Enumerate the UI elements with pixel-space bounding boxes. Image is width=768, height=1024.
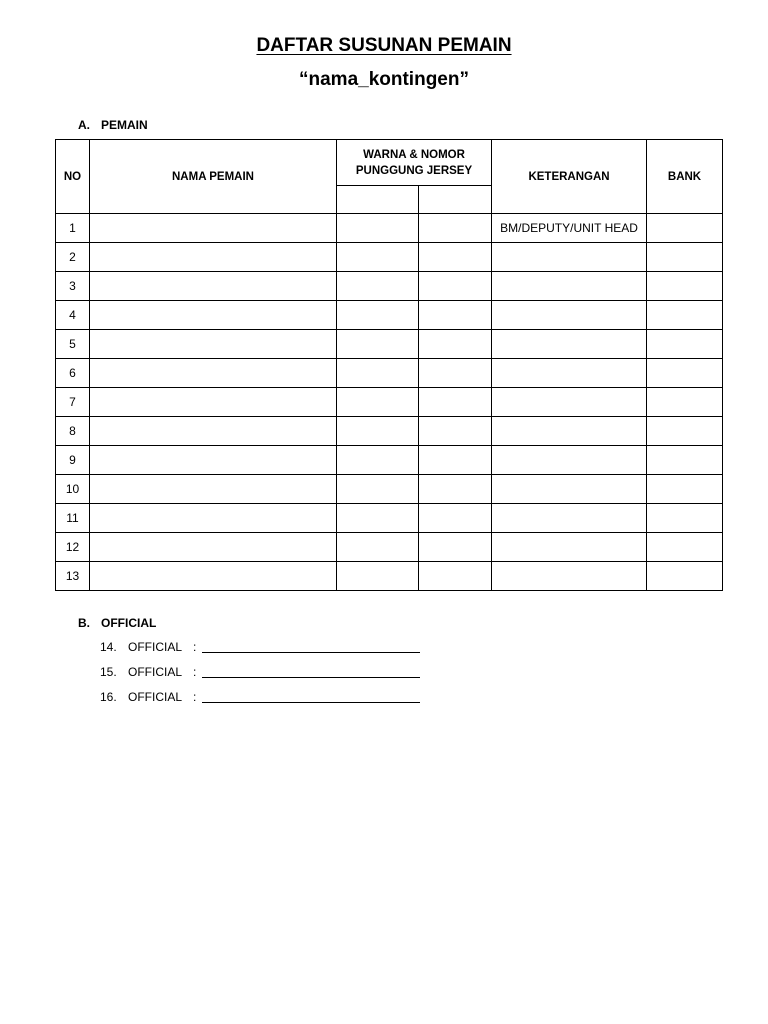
keterangan-cell bbox=[492, 243, 647, 272]
table-row bbox=[56, 475, 723, 504]
keterangan-cell bbox=[492, 446, 647, 475]
keterangan-cell bbox=[492, 272, 647, 301]
bank-cell bbox=[647, 388, 723, 417]
jersey-color-cell bbox=[337, 243, 419, 272]
player-name-cell bbox=[90, 330, 337, 359]
row-number: 13 bbox=[56, 562, 90, 591]
player-name-cell bbox=[90, 272, 337, 301]
keterangan-cell bbox=[492, 388, 647, 417]
row-number: 5 bbox=[56, 330, 90, 359]
jersey-color-cell bbox=[337, 533, 419, 562]
section-a-title: PEMAIN bbox=[101, 118, 148, 132]
player-name-cell bbox=[90, 533, 337, 562]
document-title: DAFTAR SUSUNAN PEMAIN bbox=[256, 35, 512, 56]
jersey-number-cell bbox=[419, 562, 492, 591]
keterangan-cell bbox=[492, 301, 647, 330]
bank-cell bbox=[647, 417, 723, 446]
section-b-letter: B. bbox=[78, 616, 90, 630]
jersey-color-cell bbox=[337, 214, 419, 243]
keterangan-cell bbox=[492, 475, 647, 504]
jersey-number-cell bbox=[419, 533, 492, 562]
player-name-cell bbox=[90, 359, 337, 388]
row-number: 3 bbox=[56, 272, 90, 301]
header-warna-nomor: WARNA & NOMOR PUNGGUNG JERSEY bbox=[337, 140, 492, 186]
table-row bbox=[56, 446, 723, 475]
jersey-color-cell bbox=[337, 504, 419, 533]
header-nama-pemain: NAMA PEMAIN bbox=[90, 140, 337, 214]
official-entry bbox=[100, 640, 440, 665]
table-row bbox=[56, 359, 723, 388]
keterangan-cell bbox=[492, 533, 647, 562]
keterangan-cell bbox=[492, 417, 647, 446]
bank-cell bbox=[647, 562, 723, 591]
jersey-number-cell bbox=[419, 417, 492, 446]
jersey-color-cell bbox=[337, 417, 419, 446]
table-row bbox=[56, 301, 723, 330]
row-number: 9 bbox=[56, 446, 90, 475]
official-entry bbox=[100, 690, 440, 715]
row-number: 10 bbox=[56, 475, 90, 504]
player-name-cell bbox=[90, 301, 337, 330]
official-list bbox=[100, 640, 440, 715]
player-roster-table bbox=[55, 139, 723, 591]
official-number: 16. bbox=[100, 690, 117, 704]
jersey-color-cell bbox=[337, 272, 419, 301]
player-name-cell bbox=[90, 417, 337, 446]
official-separator: : bbox=[193, 690, 197, 704]
official-fill-line bbox=[202, 677, 420, 678]
subheader-warna-cell bbox=[337, 186, 419, 214]
bank-cell bbox=[647, 359, 723, 388]
table-row bbox=[56, 533, 723, 562]
table-row bbox=[56, 417, 723, 446]
official-entry bbox=[100, 665, 440, 690]
table-row bbox=[56, 330, 723, 359]
jersey-color-cell bbox=[337, 359, 419, 388]
jersey-number-cell bbox=[419, 504, 492, 533]
keterangan-cell bbox=[492, 504, 647, 533]
jersey-number-cell bbox=[419, 214, 492, 243]
subheader-nomor-cell bbox=[419, 186, 492, 214]
header-keterangan: KETERANGAN bbox=[492, 140, 647, 214]
player-name-cell bbox=[90, 243, 337, 272]
keterangan-cell bbox=[492, 330, 647, 359]
player-name-cell bbox=[90, 446, 337, 475]
table-row bbox=[56, 243, 723, 272]
table-row bbox=[56, 562, 723, 591]
bank-cell bbox=[647, 446, 723, 475]
jersey-number-cell bbox=[419, 446, 492, 475]
table-row bbox=[56, 504, 723, 533]
header-no: NO bbox=[56, 140, 90, 214]
jersey-number-cell bbox=[419, 388, 492, 417]
jersey-number-cell bbox=[419, 475, 492, 504]
keterangan-cell: BM/DEPUTY/UNIT HEAD bbox=[492, 214, 647, 243]
official-number: 14. bbox=[100, 640, 117, 654]
player-name-cell bbox=[90, 562, 337, 591]
jersey-number-cell bbox=[419, 330, 492, 359]
bank-cell bbox=[647, 475, 723, 504]
official-separator: : bbox=[193, 665, 197, 679]
official-separator: : bbox=[193, 640, 197, 654]
row-number: 4 bbox=[56, 301, 90, 330]
section-b-title: OFFICIAL bbox=[101, 616, 157, 630]
bank-cell bbox=[647, 330, 723, 359]
section-a-letter: A. bbox=[78, 118, 90, 132]
bank-cell bbox=[647, 301, 723, 330]
official-fill-line bbox=[202, 652, 420, 653]
table-row bbox=[56, 214, 723, 243]
table-row bbox=[56, 272, 723, 301]
table-row bbox=[56, 388, 723, 417]
official-label: OFFICIAL bbox=[128, 690, 183, 704]
row-number: 8 bbox=[56, 417, 90, 446]
bank-cell bbox=[647, 272, 723, 301]
row-number: 6 bbox=[56, 359, 90, 388]
official-number: 15. bbox=[100, 665, 117, 679]
row-number: 11 bbox=[56, 504, 90, 533]
jersey-color-cell bbox=[337, 475, 419, 504]
official-fill-line bbox=[202, 702, 420, 703]
jersey-number-cell bbox=[419, 272, 492, 301]
bank-cell bbox=[647, 504, 723, 533]
jersey-number-cell bbox=[419, 301, 492, 330]
row-number: 7 bbox=[56, 388, 90, 417]
keterangan-cell bbox=[492, 359, 647, 388]
table-header-row bbox=[56, 140, 723, 186]
player-name-cell bbox=[90, 214, 337, 243]
bank-cell bbox=[647, 533, 723, 562]
jersey-number-cell bbox=[419, 359, 492, 388]
player-name-cell bbox=[90, 475, 337, 504]
player-name-cell bbox=[90, 388, 337, 417]
row-number: 2 bbox=[56, 243, 90, 272]
official-label: OFFICIAL bbox=[128, 640, 183, 654]
jersey-color-cell bbox=[337, 562, 419, 591]
header-bank: BANK bbox=[647, 140, 723, 214]
jersey-color-cell bbox=[337, 446, 419, 475]
keterangan-cell bbox=[492, 562, 647, 591]
row-number: 12 bbox=[56, 533, 90, 562]
jersey-color-cell bbox=[337, 301, 419, 330]
jersey-number-cell bbox=[419, 243, 492, 272]
jersey-color-cell bbox=[337, 330, 419, 359]
official-label: OFFICIAL bbox=[128, 665, 183, 679]
bank-cell bbox=[647, 214, 723, 243]
player-name-cell bbox=[90, 504, 337, 533]
row-number: 1 bbox=[56, 214, 90, 243]
jersey-color-cell bbox=[337, 388, 419, 417]
bank-cell bbox=[647, 243, 723, 272]
document-subtitle: “nama_kontingen” bbox=[299, 69, 469, 90]
